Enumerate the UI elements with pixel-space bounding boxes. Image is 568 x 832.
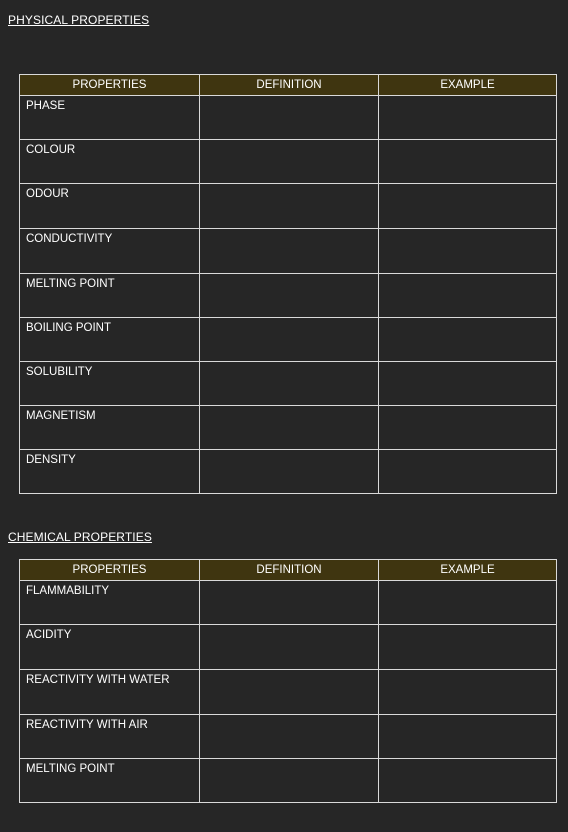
- property-name-cell: REACTIVITY WITH AIR: [20, 715, 200, 759]
- definition-cell[interactable]: [200, 450, 379, 494]
- table-row: [20, 229, 557, 274]
- table-row: [20, 318, 557, 362]
- property-name-cell: REACTIVITY WITH WATER: [20, 670, 200, 715]
- definition-cell[interactable]: [200, 625, 379, 670]
- example-cell[interactable]: [379, 96, 557, 140]
- table-row: [20, 759, 557, 803]
- definition-cell[interactable]: [200, 406, 379, 450]
- definition-cell[interactable]: [200, 362, 379, 406]
- table-row: [20, 406, 557, 450]
- example-cell[interactable]: [379, 274, 557, 318]
- property-name-cell: ODOUR: [20, 184, 200, 229]
- definition-cell[interactable]: [200, 140, 379, 184]
- table-row: [20, 274, 557, 318]
- example-cell[interactable]: [379, 450, 557, 494]
- definition-cell[interactable]: [200, 715, 379, 759]
- definition-cell[interactable]: [200, 670, 379, 715]
- property-name-cell: CONDUCTIVITY: [20, 229, 200, 274]
- header-example: EXAMPLE: [379, 560, 557, 581]
- definition-cell[interactable]: [200, 581, 379, 625]
- example-cell[interactable]: [379, 318, 557, 362]
- header-definition: DEFINITION: [200, 75, 379, 96]
- table-row: [20, 670, 557, 715]
- example-cell[interactable]: [379, 625, 557, 670]
- table-row: [20, 362, 557, 406]
- table-row: [20, 184, 557, 229]
- table-row: [20, 450, 557, 494]
- table-row: [20, 96, 557, 140]
- table-row: [20, 581, 557, 625]
- property-name-cell: ACIDITY: [20, 625, 200, 670]
- header-properties: PROPERTIES: [20, 75, 200, 96]
- example-cell[interactable]: [379, 406, 557, 450]
- header-properties: PROPERTIES: [20, 560, 200, 581]
- chemical-properties-title: CHEMICAL PROPERTIES: [8, 530, 152, 544]
- example-cell[interactable]: [379, 229, 557, 274]
- example-cell[interactable]: [379, 715, 557, 759]
- property-name-cell: MAGNETISM: [20, 406, 200, 450]
- table-row: [20, 625, 557, 670]
- definition-cell[interactable]: [200, 184, 379, 229]
- header-definition: DEFINITION: [200, 560, 379, 581]
- property-name-cell: BOILING POINT: [20, 318, 200, 362]
- definition-cell[interactable]: [200, 759, 379, 803]
- example-cell[interactable]: [379, 184, 557, 229]
- example-cell[interactable]: [379, 581, 557, 625]
- definition-cell[interactable]: [200, 274, 379, 318]
- header-example: EXAMPLE: [379, 75, 557, 96]
- example-cell[interactable]: [379, 362, 557, 406]
- example-cell[interactable]: [379, 759, 557, 803]
- definition-cell[interactable]: [200, 229, 379, 274]
- property-name-cell: COLOUR: [20, 140, 200, 184]
- table-row: [20, 715, 557, 759]
- table-row: [20, 140, 557, 184]
- physical-properties-title: PHYSICAL PROPERTIES: [8, 13, 150, 27]
- definition-cell[interactable]: [200, 318, 379, 362]
- property-name-cell: DENSITY: [20, 450, 200, 494]
- example-cell[interactable]: [379, 140, 557, 184]
- table-header-row: [20, 75, 557, 96]
- property-name-cell: FLAMMABILITY: [20, 581, 200, 625]
- chemical-properties-table: [19, 559, 557, 803]
- property-name-cell: SOLUBILITY: [20, 362, 200, 406]
- property-name-cell: PHASE: [20, 96, 200, 140]
- property-name-cell: MELTING POINT: [20, 274, 200, 318]
- definition-cell[interactable]: [200, 96, 379, 140]
- example-cell[interactable]: [379, 670, 557, 715]
- table-header-row: [20, 560, 557, 581]
- property-name-cell: MELTING POINT: [20, 759, 200, 803]
- physical-properties-table: [19, 74, 557, 494]
